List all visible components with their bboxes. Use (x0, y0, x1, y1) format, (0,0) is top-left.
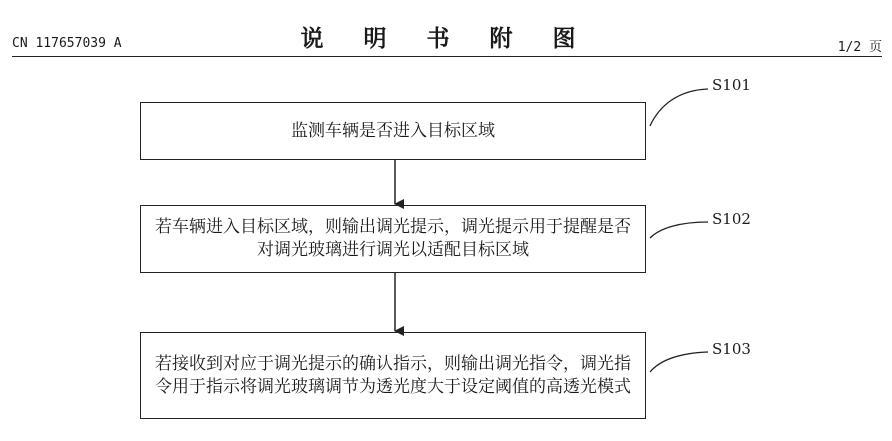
leader-line-s101 (650, 89, 708, 126)
leader-line-s102 (650, 222, 708, 238)
step-text-s103: 若接收到对应于调光提示的确认指示，则输出调光指令，调光指令用于指示将调光玻璃调节为透光度大于设定阈值的高透光模式 (155, 353, 631, 397)
step-label-s101: S101 (712, 76, 751, 94)
page-number: 1/2 页 (837, 40, 882, 55)
step-label-s102: S102 (712, 210, 751, 228)
step-label-s103: S103 (712, 340, 751, 358)
page-title: 说 明 书 附 图 (300, 26, 592, 52)
step-box-s101 (140, 102, 646, 160)
step-text-s102: 若车辆进入目标区域，则输出调光提示，调光提示用于提醒是否对调光玻璃进行调光以适配目标区域 (155, 217, 631, 260)
leader-line-s103 (650, 352, 708, 372)
step-box-s102 (140, 205, 646, 273)
step-text-s101: 监测车辆是否进入目标区域 (291, 120, 495, 141)
publication-number: CN 117657039 A (12, 36, 122, 51)
step-box-s103 (140, 332, 646, 419)
